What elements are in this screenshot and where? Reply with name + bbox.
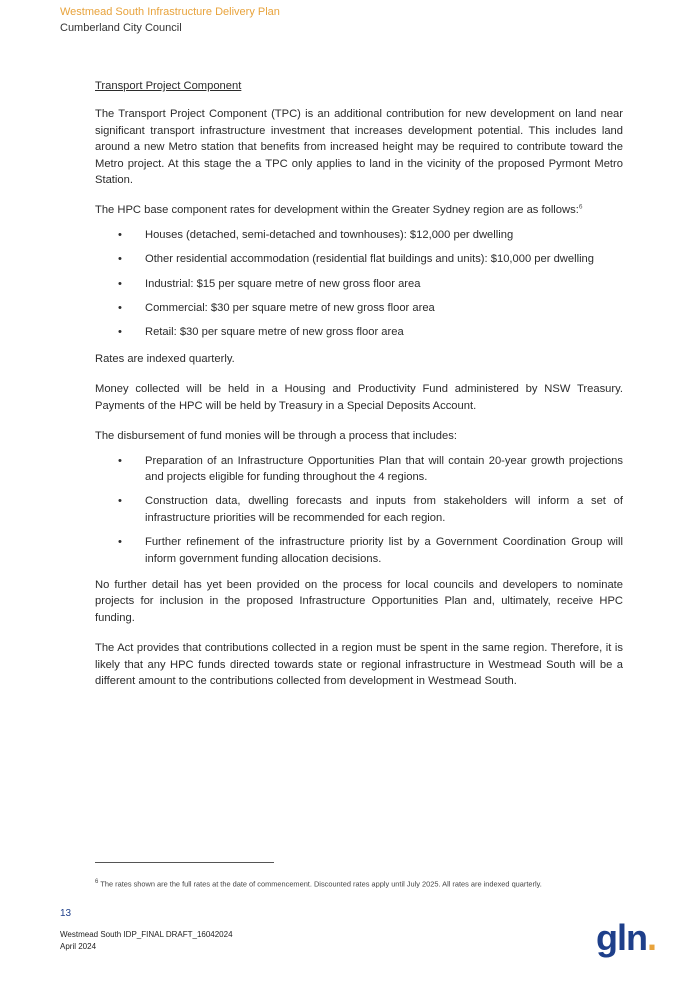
paragraph-hpc-rates-text: The HPC base component rates for development within the Greater Sydney region are as follows:: [95, 204, 579, 217]
list-item: • Preparation of an Infrastructure Opportunities Plan that will contain 20-year growth projections and projects eligible for funding throughout the 4 regions.: [95, 453, 623, 486]
logo-dot: .: [646, 917, 656, 958]
list-item: • Houses (detached, semi-detached and townhouses): $12,000 per dwelling: [95, 227, 623, 243]
list-item: • Commercial: $30 per square metre of new gross floor area: [95, 300, 623, 316]
paragraph-act: The Act provides that contributions collected in a region must be spent in the same region. Therefore, it is likely that any HPC funds directed towards state or regional infrastructure in Westmead South will be a different amount to the contributions collected from development in Westmead South.: [95, 642, 623, 687]
paragraph-tpc: The Transport Project Component (TPC) is an additional contribution for new development on land near significant transport infrastructure investment that increases development potential. This includes land around a new Metro station that benefits from increased height may be required to contribute toward the Metro project. At this stage the a TPC only applies to land in the vicinity of the proposed Pyrmont Metro Station.: [95, 108, 623, 187]
footnote-text: The rates shown are the full rates at the date of commencement. Discounted rates apply until July 2025. All rates are indexed quarterly.: [100, 879, 542, 889]
paragraph-indexed: Rates are indexed quarterly.: [95, 352, 235, 365]
paragraph-hpc-rates-intro: [95, 202, 623, 218]
process-list: [95, 453, 623, 567]
rates-list: [95, 227, 623, 341]
logo-text: gln: [596, 917, 647, 958]
list-item: • Retail: $30 per square metre of new gross floor area: [95, 324, 623, 340]
header-title: Westmead South Infrastructure Delivery Plan: [60, 6, 280, 18]
list-item: • Further refinement of the infrastructure priority list by a Government Coordination Group will inform government funding allocation decisions.: [95, 534, 623, 567]
list-item: • Industrial: $15 per square metre of new gross floor area: [95, 276, 623, 292]
header-subtitle: Cumberland City Council: [60, 22, 182, 34]
document-id: Westmead South IDP_FINAL DRAFT_16042024: [60, 930, 233, 939]
main-content: [95, 78, 623, 703]
paragraph-fund: Money collected will be held in a Housing and Productivity Fund administered by NSW Treasury. Payments of the HPC will be held by Treasury in a Special Deposits Account.: [95, 383, 623, 412]
paragraph-disbursement-intro: The disbursement of fund monies will be through a process that includes:: [95, 430, 457, 443]
gln-logo: [596, 918, 656, 958]
footnote: [95, 879, 542, 888]
list-item: • Other residential accommodation (residential flat buildings and units): $10,000 per dwelling: [95, 251, 623, 267]
document-date: April 2024: [60, 942, 97, 951]
list-item: • Construction data, dwelling forecasts and inputs from stakeholders will inform a set of infrastructure priorities will be recommended for each region.: [95, 493, 623, 526]
footnote-number: 6: [95, 879, 99, 885]
footnote-ref: 6: [578, 203, 583, 211]
paragraph-no-further-detail: No further detail has yet been provided on the process for local councils and developers to nominate projects for inclusion in the proposed Infrastructure Opportunities Plan and, ultimately, receive HPC funding.: [95, 578, 623, 624]
page-number: 13: [60, 908, 72, 919]
section-heading: Transport Project Component: [95, 80, 242, 92]
footnote-divider: [95, 862, 274, 863]
